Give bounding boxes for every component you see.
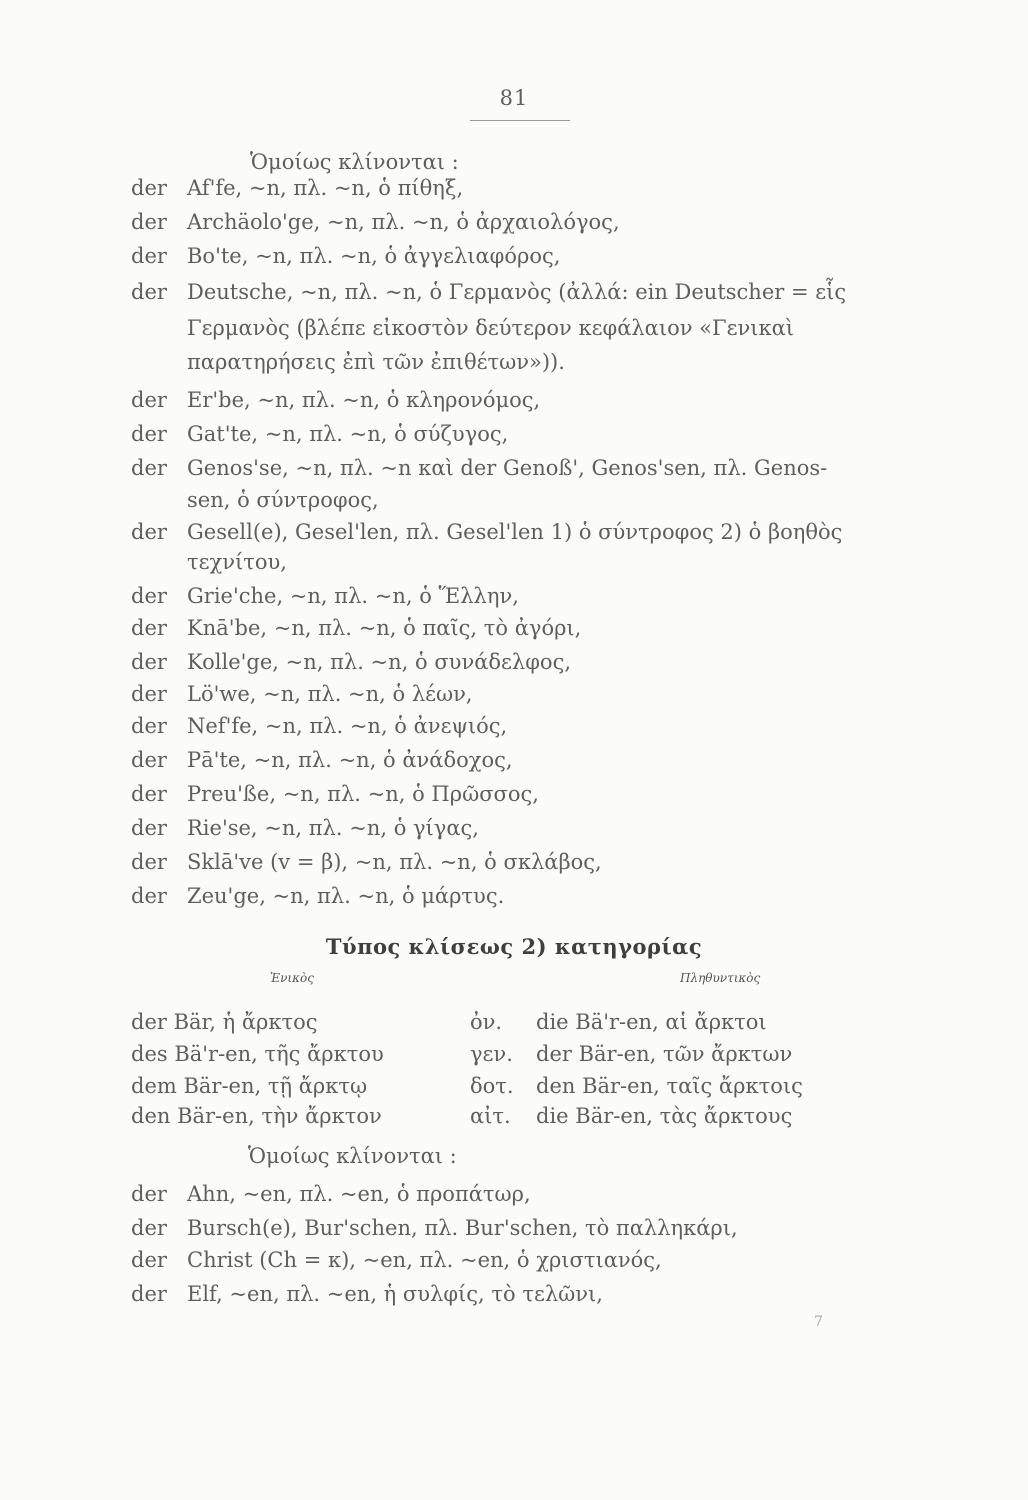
paradigm-plural-dat bbox=[470, 1076, 803, 1097]
entry-geselle bbox=[131, 522, 842, 543]
entry-text: Sklā've (v = β), ~n, πλ. ~n, ὁ σκλάβος, bbox=[187, 850, 602, 874]
singular-label: Ἑνικὸς bbox=[270, 971, 314, 985]
case-label: δοτ. bbox=[470, 1074, 514, 1098]
article: der bbox=[131, 714, 167, 738]
entry-erbe bbox=[131, 390, 540, 411]
article: der bbox=[131, 1216, 167, 1240]
paradigm-singular-nom: der Bär, ἡ ἄρκτος bbox=[131, 1010, 318, 1034]
article: der bbox=[131, 388, 167, 412]
article: der bbox=[131, 244, 167, 268]
plural-form: die Bä'r-en, αἱ ἄρκτοι bbox=[536, 1010, 767, 1034]
plural-form: den Bär-en, ταῖς ἄρκτοις bbox=[536, 1074, 803, 1098]
entry-archaeologe bbox=[131, 212, 620, 233]
heading-similar-declension-2: Ὁμοίως κλίνονται : bbox=[248, 1144, 457, 1168]
entry-zeuge bbox=[131, 886, 504, 907]
article: der bbox=[131, 456, 167, 480]
article: der bbox=[131, 584, 167, 608]
entry-text: Christ (Ch = κ), ~en, πλ. ~en, ὁ χριστιανός, bbox=[187, 1248, 662, 1272]
page-number-rule bbox=[470, 120, 570, 121]
article: der bbox=[131, 176, 167, 200]
article: der bbox=[131, 422, 167, 446]
paradigm-plural-gen bbox=[470, 1044, 792, 1065]
entry-text: Rie'se, ~n, πλ. ~n, ὁ γίγας, bbox=[187, 816, 479, 840]
entry-genosse bbox=[131, 458, 827, 479]
entry-bote bbox=[131, 246, 560, 267]
paradigm-singular-gen: des Bä'r-en, τῆς ἄρκτου bbox=[131, 1042, 384, 1066]
article: der bbox=[131, 650, 167, 674]
plural-label: Πληθυντικὸς bbox=[680, 971, 761, 985]
article: der bbox=[131, 748, 167, 772]
entry-deutsche-cont-2: παρατηρήσεις ἐπὶ τῶν ἐπιθέτων»)). bbox=[187, 350, 565, 374]
entry-text: Grie'che, ~n, πλ. ~n, ὁ Ἕλλην, bbox=[187, 584, 519, 608]
article: der bbox=[131, 816, 167, 840]
entry-text: Ahn, ~en, πλ. ~en, ὁ προπάτωρ, bbox=[187, 1182, 531, 1206]
entry-genosse-cont: sen, ὁ σύντροφος, bbox=[187, 488, 379, 512]
case-label: αἰτ. bbox=[470, 1104, 511, 1128]
entry-text: Archäolo'ge, ~n, πλ. ~n, ὁ ἀρχαιολόγος, bbox=[187, 210, 620, 234]
article: der bbox=[131, 520, 167, 544]
entry-text: Gesell(e), Gesel'len, πλ. Gesel'len 1) ὁ σύντροφος 2) ὁ βοηθὸς bbox=[187, 520, 843, 544]
article: der bbox=[131, 884, 167, 908]
entry-text: Preu'ße, ~n, πλ. ~n, ὁ Πρῶσσος, bbox=[187, 782, 539, 806]
article: der bbox=[131, 1282, 167, 1306]
article: der bbox=[131, 1182, 167, 1206]
entry-elf bbox=[131, 1284, 603, 1305]
article: der bbox=[131, 210, 167, 234]
entry-text: Elf, ~en, πλ. ~en, ἡ συλφίς, τὸ τελῶνι, bbox=[187, 1282, 603, 1306]
entry-bursche bbox=[131, 1218, 738, 1239]
article: der bbox=[131, 280, 167, 304]
case-label: γεν. bbox=[470, 1042, 513, 1066]
entry-loewe bbox=[131, 684, 473, 705]
entry-text: Knā'be, ~n, πλ. ~n, ὁ παῖς, τὸ ἀγόρι, bbox=[187, 616, 582, 640]
paradigm-plural-nom bbox=[470, 1012, 767, 1033]
entry-preusse bbox=[131, 784, 539, 805]
entry-text: Genos'se, ~n, πλ. ~n καὶ der Genoß', Genos'sen, πλ. Genos- bbox=[187, 456, 828, 480]
article: der bbox=[131, 616, 167, 640]
entry-text: Deutsche, ~n, πλ. ~n, ὁ Γερμανὸς (ἀλλά: ein Deutscher = εἷς bbox=[187, 280, 847, 304]
entry-text: Lö'we, ~n, πλ. ~n, ὁ λέων, bbox=[187, 682, 473, 706]
entry-geselle-cont: τεχνίτου, bbox=[187, 550, 287, 574]
article: der bbox=[131, 850, 167, 874]
entry-text: Af'fe, ~n, πλ. ~n, ὁ πίθηξ, bbox=[187, 176, 464, 200]
entry-ahn bbox=[131, 1184, 531, 1205]
entry-text: Gat'te, ~n, πλ. ~n, ὁ σύζυγος, bbox=[187, 422, 509, 446]
entry-text: Kolle'ge, ~n, πλ. ~n, ὁ συνάδελφος, bbox=[187, 650, 572, 674]
plural-form: der Bär-en, τῶν ἄρκτων bbox=[536, 1042, 793, 1066]
entry-text: Pā'te, ~n, πλ. ~n, ὁ ἀνάδοχος, bbox=[187, 748, 513, 772]
entry-christ bbox=[131, 1250, 662, 1271]
entry-text: Zeu'ge, ~n, πλ. ~n, ὁ μάρτυς. bbox=[187, 884, 505, 908]
signature-mark: 7 bbox=[814, 1314, 823, 1330]
entry-knabe bbox=[131, 618, 581, 639]
plural-form: die Bär-en, τὰς ἄρκτους bbox=[536, 1104, 793, 1128]
article: der bbox=[131, 782, 167, 806]
paradigm-plural-acc bbox=[470, 1106, 792, 1127]
page-number: 81 bbox=[499, 86, 529, 110]
entry-pate bbox=[131, 750, 513, 771]
entry-text: Nef'fe, ~n, πλ. ~n, ὁ ἀνεψιός, bbox=[187, 714, 508, 738]
entry-affe bbox=[131, 178, 463, 199]
section-title: Τύπος κλίσεως 2) κατηγορίας bbox=[325, 934, 703, 959]
heading-similar-declension-1: Ὁμοίως κλίνονται : bbox=[250, 150, 459, 174]
paradigm-singular-dat: dem Bär-en, τῇ ἄρκτῳ bbox=[131, 1074, 368, 1098]
entry-text: Bursch(e), Bur'schen, πλ. Bur'schen, τὸ παλληκάρι, bbox=[187, 1216, 738, 1240]
entry-grieche bbox=[131, 586, 519, 607]
entry-deutsche-cont-1: Γερμανὸς (βλέπε εἰκοστὸν δεύτερον κεφάλαιον «Γενικαὶ bbox=[187, 316, 795, 340]
entry-text: Er'be, ~n, πλ. ~n, ὁ κληρονόμος, bbox=[187, 388, 541, 412]
entry-riese bbox=[131, 818, 479, 839]
entry-deutsche bbox=[131, 282, 846, 303]
entry-text: Bo'te, ~n, πλ. ~n, ὁ ἀγγελιαφόρος, bbox=[187, 244, 561, 268]
article: der bbox=[131, 1248, 167, 1272]
entry-gatte bbox=[131, 424, 508, 445]
article: der bbox=[131, 682, 167, 706]
entry-kollege bbox=[131, 652, 571, 673]
entry-neffe bbox=[131, 716, 507, 737]
entry-sklave bbox=[131, 852, 602, 873]
paradigm-singular-acc: den Bär-en, τὴν ἄρκτον bbox=[131, 1104, 382, 1128]
case-label: ὀν. bbox=[470, 1010, 503, 1034]
